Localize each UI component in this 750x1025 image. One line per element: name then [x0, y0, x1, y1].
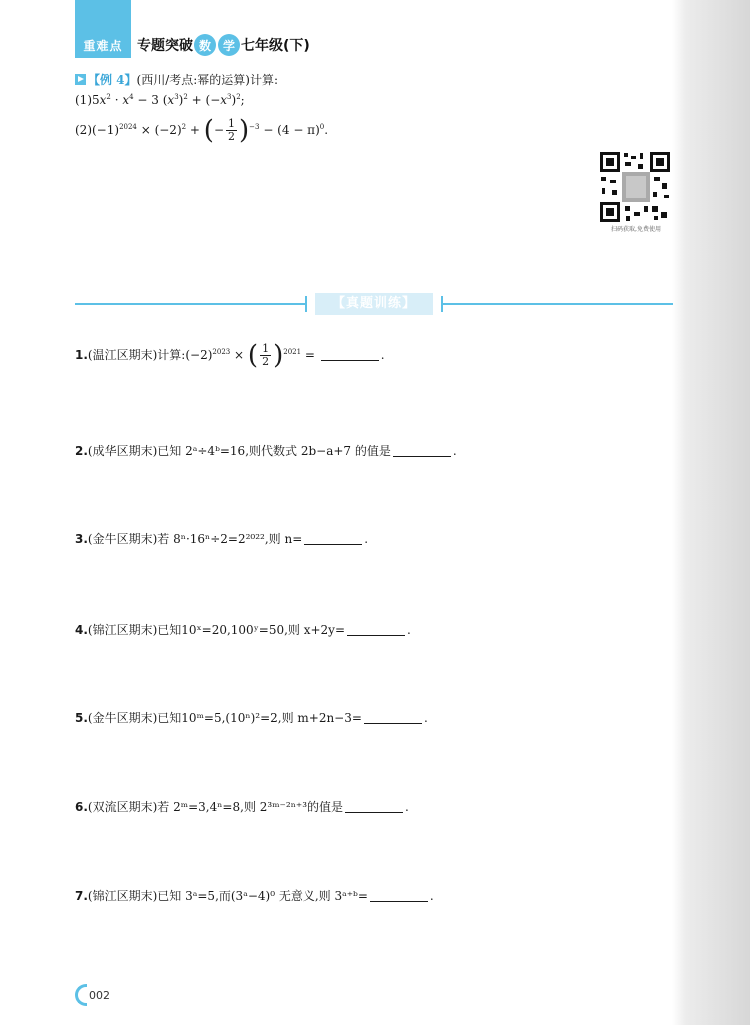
qr-caption: 扫码获取,免费使用: [611, 226, 661, 233]
page-header: [75, 32, 310, 58]
header-title: [137, 34, 310, 56]
qr-code[interactable]: [598, 150, 672, 224]
grade-label: 七年级(下): [241, 38, 310, 54]
page-number: 002: [89, 988, 110, 1002]
question-7: 7.(锦江区期末)已知 3ᵃ=5,而(3ᵃ−4)⁰ 无意义,则 3ᵃ⁺ᵇ= .: [75, 889, 434, 903]
question-1: 1.(温江区期末)计算$:(-2)^{2023}$ × ( $\frac{1}{2}$ )$^{2021}$ = .: [75, 340, 385, 371]
section-divider: [75, 293, 673, 315]
question-2: 2.(成华区期末)已知 2ᵃ÷4ᵇ=16,则代数式 2b−a+7 的值是 .: [75, 444, 457, 458]
answer-blank-1[interactable]: [321, 349, 379, 361]
question-4: 4.(锦江区期末)已知10ˣ=20,100ʸ=50,则 x+2y= .: [75, 623, 411, 637]
header-badge: 重难点: [83, 38, 123, 53]
subject-char-1: 数: [194, 34, 216, 56]
page-edge-shadow: [672, 0, 750, 1025]
example-label: 【例 4】: [88, 73, 137, 87]
example-item-1: $(1)5x^2 \cdot x^4 - 3$ $(x^3)^2 + (-x^3)^2$;: [75, 93, 245, 107]
example-source: (西川/考点:幂的运算): [136, 73, 250, 87]
example-item-2: $(2)(-1)^{2024} \times (-2)^2$ + (− $\frac{1}{2}$ )$^{-3} - (4 - \pi)^0$.: [75, 115, 329, 146]
answer-blank-7[interactable]: [370, 890, 428, 902]
series-title: 专题突破: [137, 38, 193, 54]
question-6: 6.(双流区期末)若 2ᵐ=3,4ⁿ=8,则 2³ᵐ⁻²ⁿ⁺³的值是 .: [75, 800, 409, 814]
question-3: 3.(金牛区期末)若 8ⁿ·16ⁿ÷2=2²⁰²²,则 n= .: [75, 532, 369, 546]
subject-char-2: 学: [218, 34, 240, 56]
page-footer: [75, 984, 110, 1006]
example-heading: [75, 70, 278, 90]
play-icon: [75, 74, 86, 85]
question-5: 5.(金牛区期末)已知10ᵐ=5,(10ⁿ)²=2,则 m+2n−3= .: [75, 711, 428, 725]
section-title: 【真题训练】: [315, 293, 433, 315]
answer-blank-3[interactable]: [304, 533, 362, 545]
page-arc-icon: [75, 984, 87, 1006]
answer-blank-5[interactable]: [364, 712, 422, 724]
answer-blank-4[interactable]: [347, 624, 405, 636]
answer-blank-2[interactable]: [393, 445, 451, 457]
answer-blank-6[interactable]: [345, 801, 403, 813]
example-instruction: 计算:: [249, 73, 279, 87]
